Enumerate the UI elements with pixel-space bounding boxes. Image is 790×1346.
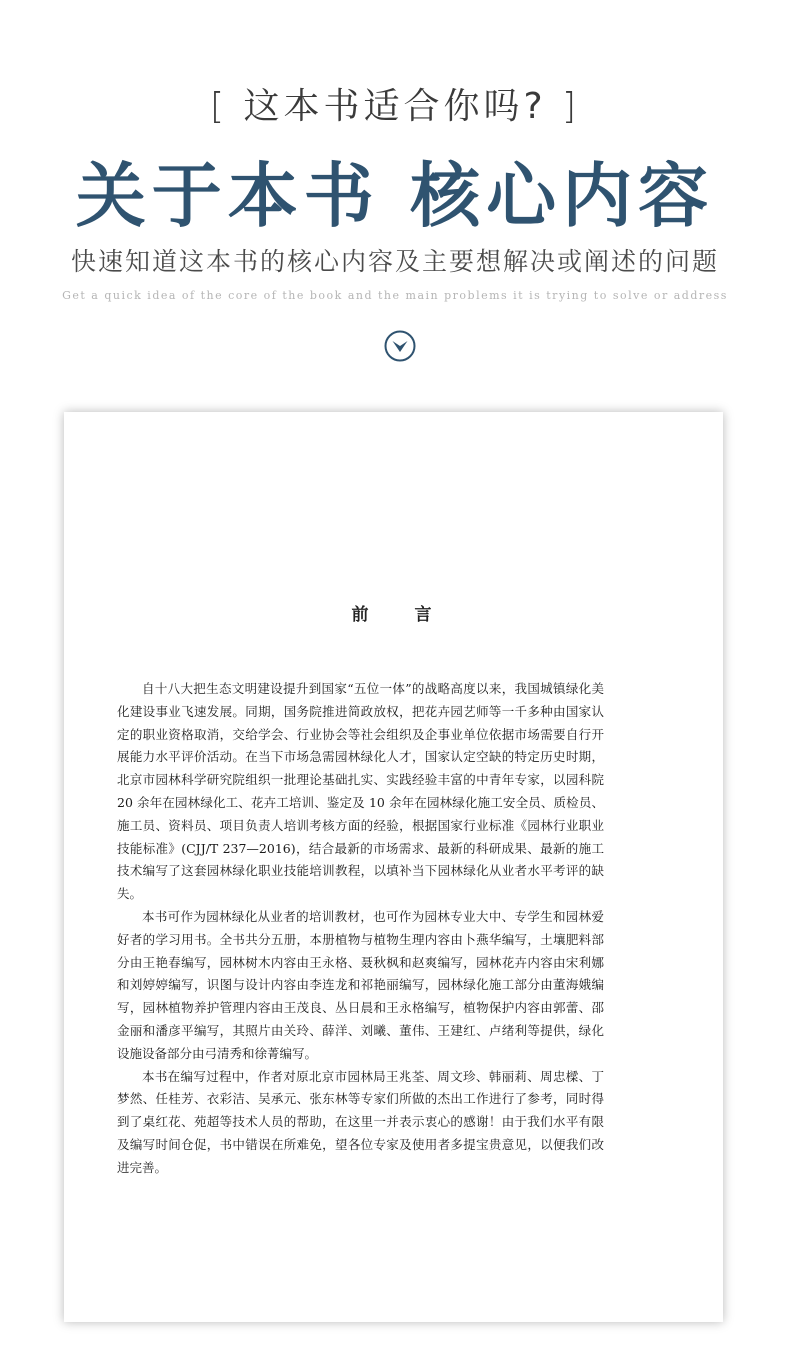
preface-heading: 前 言 [351,605,452,625]
document-page [64,412,723,1322]
paragraph: 自十八大把生态文明建设提升到国家“五位一体”的战略高度以来，我国城镇绿化美化建设事业飞速发展。同期，国务院推进简政放权，把花卉园艺师等一千多种由国家认定的职业资格取消，交给学会、行业协会等社会组织及企事业单位依据市场需要自行开展能力水平评价活动。在当下市场急需园林绿化人才，国家认定空缺的特定历史时期，北京市园林科学研究院组织一批理论基础扎实、实践经验丰富的中青年专家，以园科院 20 余年在园林绿化工、花卉工培训、鉴定及 10 余年在园林绿化施工安全员、质检员、施工员、资料员、项目负责人培训考核方面的经验，根据国家行业标准《园林行业职业技能标准》(CJJ/T 237—2016)，结合最新的市场需求、最新的科研成果、最新的施工技术编写了这套园林绿化职业技能培训教程，以填补当下园林绿化从业者水平考评的缺失。 [117,681,604,902]
paragraph: 本书可作为园林绿化从业者的培训教材，也可作为园林专业大中、专学生和园林爱好者的学习用书。全书共分五册，本册植物与植物生理内容由卜燕华编写，土壤肥料部分由王艳春编写，园林树木内容由王永格、聂秋枫和赵爽编写，园林花卉内容由宋利娜和刘婷婷编写，识图与设计内容由李连龙和祁艳丽编写，园林绿化施工部分由董海娥编写，园林植物养护管理内容由王茂良、丛日晨和王永格编写，植物保护内容由郭蕾、邵金丽和潘彦平编写，其照片由关玲、薛洋、刘曦、董伟、王建红、卢绪利等提供，绿化设施设备部分由弓清秀和徐菁编写。 [117,908,604,1061]
preface-body [117,678,604,1180]
chevron-down-circle-icon[interactable] [384,330,416,362]
subtitle-chinese: 快速知道这本书的核心内容及主要想解决或阐述的问题 [70,247,719,276]
question-heading [0,78,790,129]
page-title: 关于本书 核心内容 [75,154,715,237]
header-banner [0,0,790,420]
subtitle-english: Get a quick idea of the core of the book and the main problems it is trying to solve or address [62,289,728,302]
left-bracket: [ [209,86,228,127]
paragraph: 本书在编写过程中，作者对原北京市园林局王兆荃、周文珍、韩丽莉、周忠樑、丁梦然、任桂芳、衣彩洁、吴承元、张东林等专家们所做的杰出工作进行了参考，同时得到了桌红花、苑超等技术人员的帮助，在这里一并表示衷心的感谢！由于我们水平有限及编写时间仓促，书中错误在所难免，望各位专家及使用者多提宝贵意见，以便我们改进完善。 [117,1068,604,1175]
right-bracket: ] [562,86,581,127]
question-text: 这本书适合你吗? [243,86,547,127]
